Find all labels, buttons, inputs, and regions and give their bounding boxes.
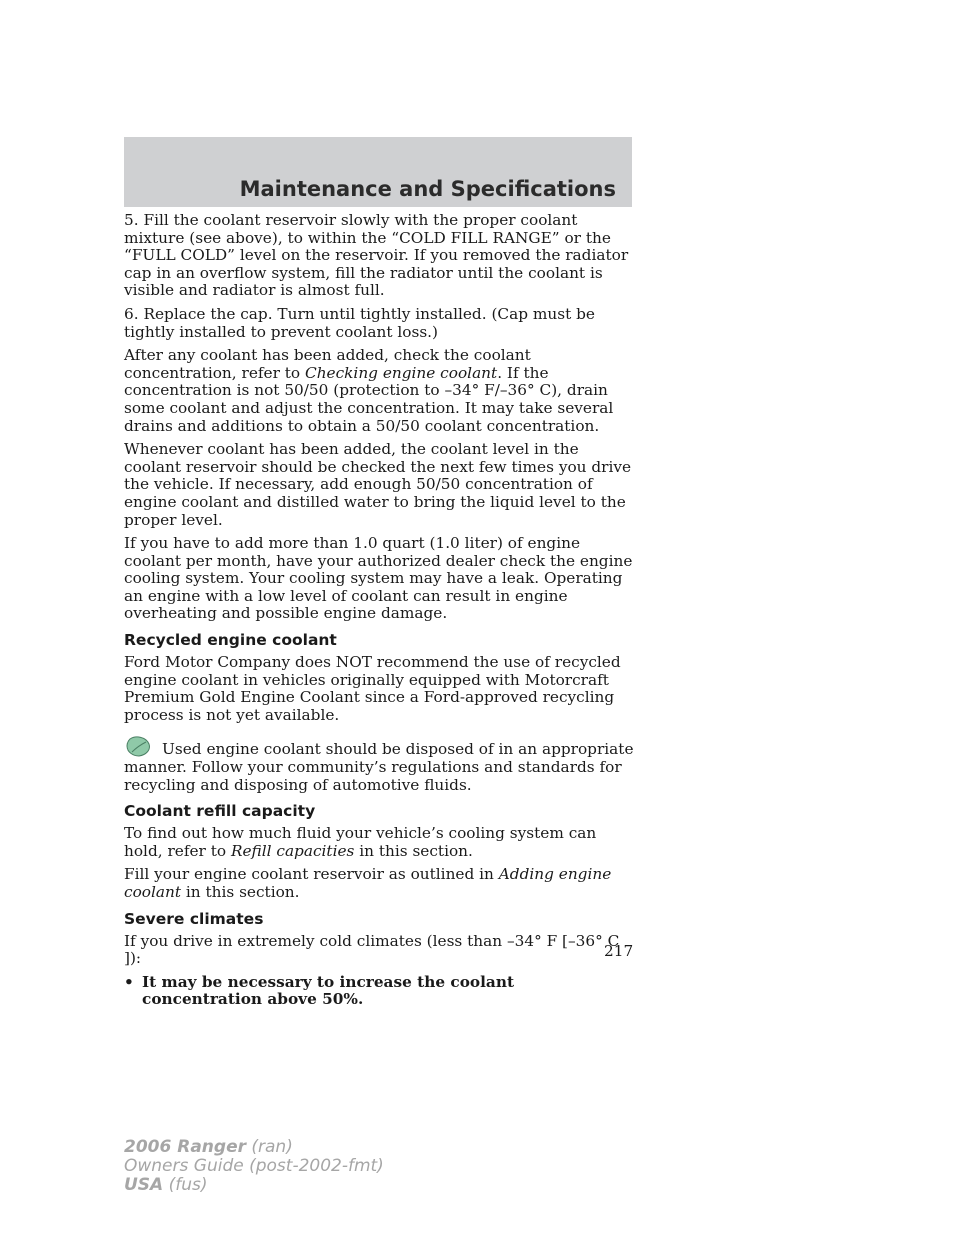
heading-recycled-coolant: Recycled engine coolant bbox=[124, 631, 337, 650]
paragraph-step-5: 5. Fill the coolant reservoir slowly with the proper coolant mixture (see above), to within the “COLD FILL RANGE” or the “FULL COLD” level on the reservoir. If you removed the radiator cap in an overflow system, fill the radiator until the coolant is visible and radiator is almost full. bbox=[124, 211, 629, 300]
text: To find out how much fluid your vehicle’s cooling system can hold, refer to bbox=[124, 824, 597, 860]
bullet-symbol: • bbox=[124, 972, 134, 991]
footer-line-3 bbox=[124, 1176, 384, 1195]
footer-market: USA bbox=[124, 1175, 164, 1195]
footer-market-code: (fus) bbox=[163, 1175, 208, 1195]
footer-model-code: (ran) bbox=[245, 1137, 293, 1157]
paragraph-more-than: If you have to add more than 1.0 quart (1.0 liter) of engine coolant per month, have your authorized dealer check the engine cooling system. Your cooling system may have a leak. Operating an engine with a low level of coolant can result in engine overheating and possible engine damage. bbox=[124, 534, 633, 623]
paragraph-step-6: 6. Replace the cap. Turn until tightly installed. (Cap must be tightly installed to prevent coolant loss.) bbox=[124, 304, 595, 341]
recycle-leaf-icon bbox=[124, 736, 154, 758]
document-footer bbox=[124, 1138, 384, 1195]
paragraph-after-added bbox=[124, 347, 636, 435]
paragraph-refill bbox=[124, 825, 636, 860]
text: Fill your engine coolant reservoir as outlined in bbox=[124, 865, 499, 884]
page-body bbox=[124, 212, 636, 1009]
eco-note-text: Used engine coolant should be disposed of in an appropriate manner. Follow your community’s regulations and standards for recycling and disposing of automotive fluids. bbox=[124, 740, 634, 794]
paragraph-whenever: Whenever coolant has been added, the coolant level in the coolant reservoir should be checked the next few times you drive the vehicle. If necessary, add enough 50/50 concentration of engine coolant and distilled water to bring the liquid level to the proper level. bbox=[124, 440, 632, 529]
reference-refill-capacities: Refill capacities bbox=[230, 841, 355, 860]
bullet-item bbox=[124, 974, 636, 1009]
page-number: 217 bbox=[604, 942, 634, 960]
eco-note bbox=[124, 736, 636, 794]
heading-refill-capacity: Coolant refill capacity bbox=[124, 802, 316, 821]
section-title: Maintenance and Specifications bbox=[239, 177, 616, 201]
paragraph-severe: If you drive in extremely cold climates (less than –34° F [–36° C ]): bbox=[124, 931, 620, 968]
text: After any coolant has been added, check the coolant concentration, refer to bbox=[124, 346, 531, 382]
text: . If the concentration is not 50/50 (protection to –34° F/–36° C), drain some coolant and adjust the concentration. It may take several drains and additions to obtain a 50/50 coolant concentration. bbox=[124, 363, 614, 435]
text: in this section. bbox=[181, 883, 300, 901]
reference-checking-coolant: Checking engine coolant bbox=[304, 363, 498, 382]
footer-line-2: Owners Guide (post-2002-fmt) bbox=[124, 1156, 384, 1176]
text: in this section. bbox=[354, 841, 473, 860]
bullet-text: It may be necessary to increase the coolant concentration above 50%. bbox=[142, 972, 515, 1009]
paragraph-recycled: Ford Motor Company does NOT recommend the use of recycled engine coolant in vehicles originally equipped with Motorcraft Premium Gold Engine Coolant since a Ford-approved recycling process is not yet available. bbox=[124, 653, 621, 724]
heading-severe-climates: Severe climates bbox=[124, 909, 264, 928]
reference-adding-coolant: Adding engine coolant bbox=[124, 865, 612, 901]
footer-line-1 bbox=[124, 1138, 384, 1157]
paragraph-fill-reservoir bbox=[124, 866, 636, 901]
footer-model: 2006 Ranger bbox=[124, 1137, 246, 1157]
section-header-band bbox=[124, 137, 632, 207]
